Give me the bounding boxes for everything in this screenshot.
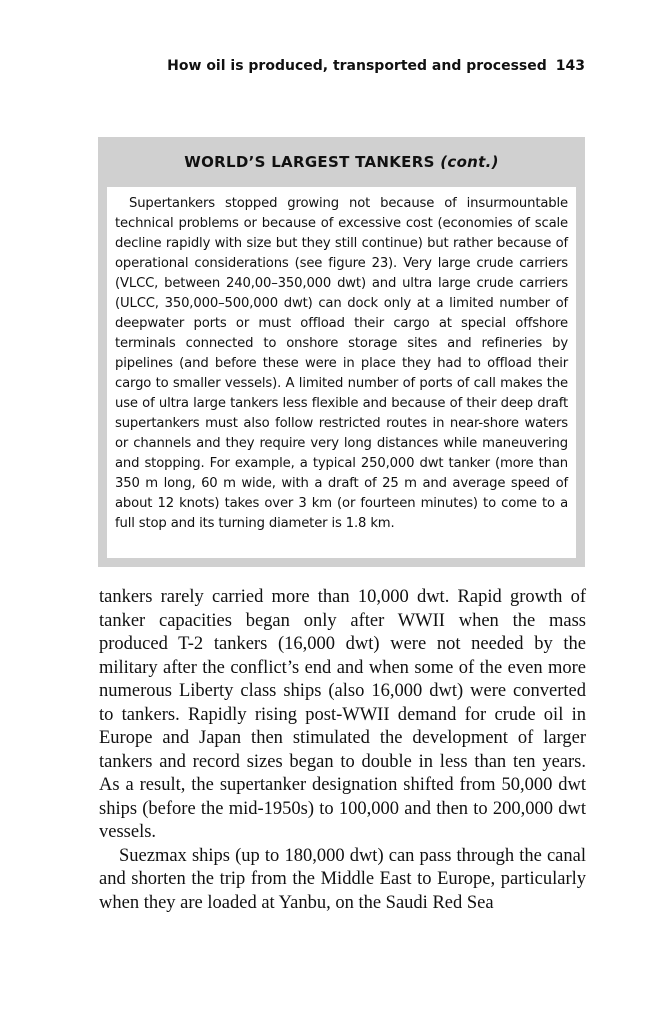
sidebar-box: [98, 137, 585, 567]
box-title-cont: (cont.): [440, 153, 499, 171]
box-title-main: WORLD’S LARGEST TANKERS: [184, 153, 435, 171]
box-paragraph: Supertankers stopped growing not because of insurmountable technical problems or because of excessive cost (economies of scale decline rapidly with size but they still continue) but rather because of operational considerations (see figure 23). Very large crude carriers (VLCC, between 240,00–350,000 dwt) and ultra large crude carriers (ULCC, 350,000–500,000 dwt) can dock only at a limited number of deepwater ports or must offload their cargo at special offshore terminals connected to onshore storage sites and refineries by pipelines (and before these were in place they had to offload their cargo to smaller vessels). A limited number of ports of call makes the use of ultra large tankers less flexible and because of their deep draft supertankers must also follow restricted routes in near-shore waters or channels and they require very long distances while maneuvering and stopping. For example, a typical 250,000 dwt tanker (more than 350 m long, 60 m wide, with a draft of 25 m and average speed of about 12 knots) takes over 3 km (or fourteen minutes) to come to a full stop and its turning diameter is 1.8 km.: [115, 196, 568, 531]
page-number: 143: [555, 58, 585, 74]
body-paragraph-2: Suezmax ships (up to 180,000 dwt) can pass through the canal and shorten the trip from the Middle East to Europe, particularly when they are loaded at Yanbu, on the Saudi Red Sea: [99, 845, 586, 913]
body-paragraph-1: tankers rarely carried more than 10,000 dwt. Rapid growth of tanker capacities began only after WWII when the mass produced T-2 tankers (16,000 dwt) were not needed by the military after the conflict’s end and when some of the even more numerous Liberty class ships (also 16,000 dwt) were converted to tankers. Rapidly rising post-WWII demand for crude oil in Europe and Japan then stimulated the development of larger tankers and record sizes began to double in less than ten years. As a result, the supertanker designation shifted from 50,000 dwt ships (before the mid-1950s) to 100,000 and then to 200,000 dwt vessels.: [99, 587, 586, 842]
running-title: How oil is produced, transported and processed: [167, 58, 547, 74]
running-header: [100, 58, 585, 74]
box-title: [98, 153, 585, 171]
main-text: [99, 586, 586, 915]
box-content-panel: [107, 187, 576, 558]
